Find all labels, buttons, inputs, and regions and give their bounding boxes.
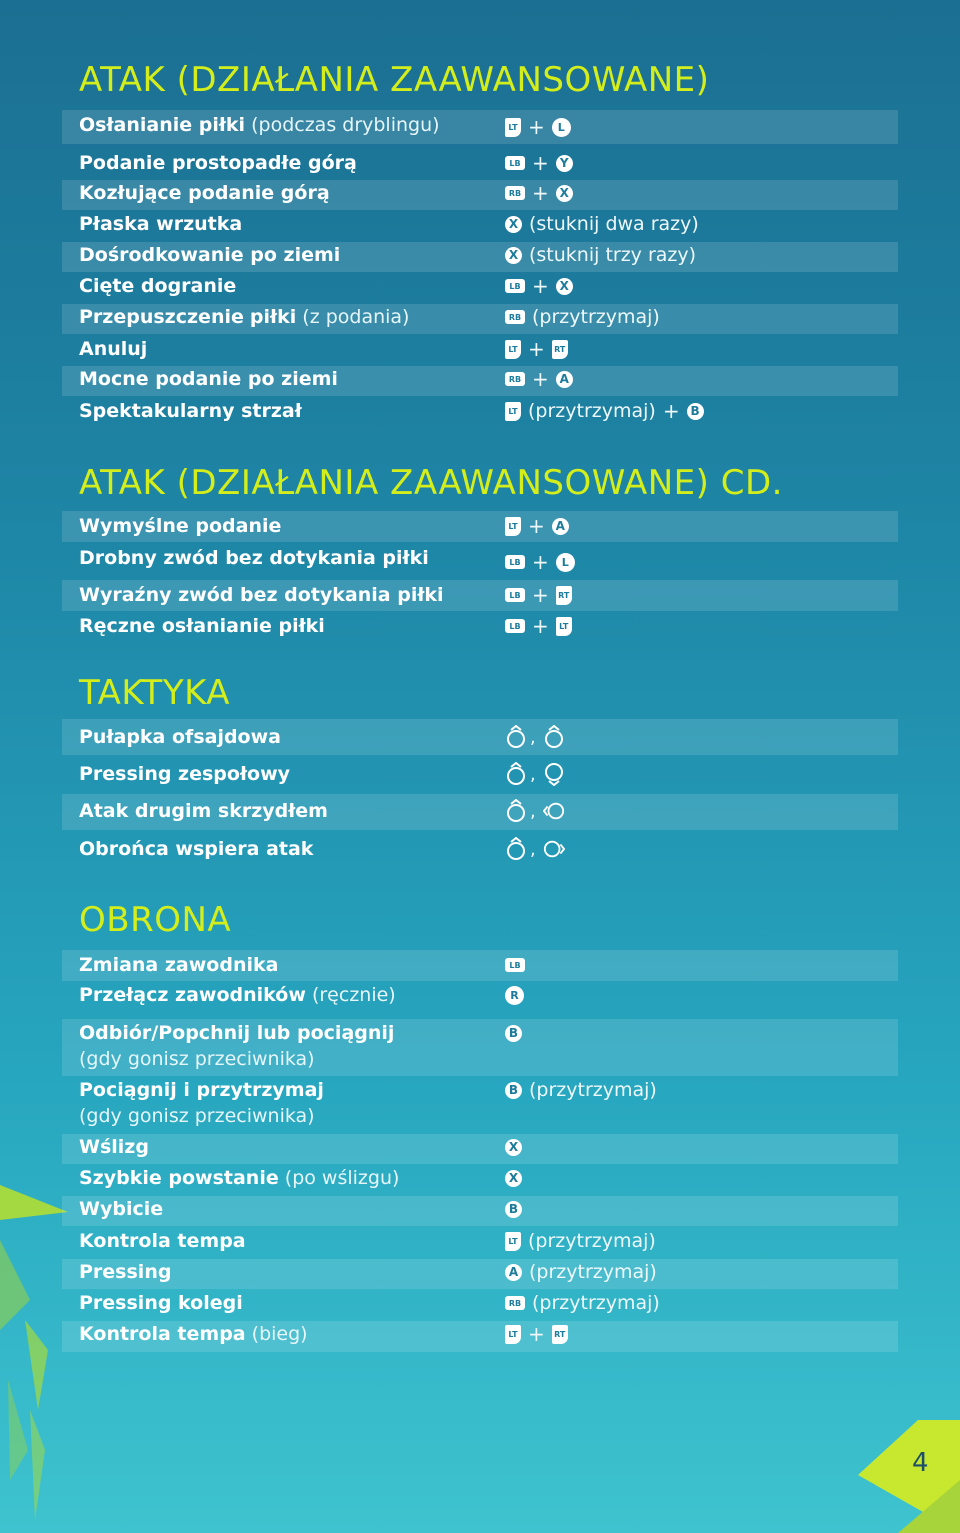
lb-button-icon: LB <box>505 958 525 972</box>
page-corner-decoration <box>858 1420 960 1533</box>
control-row: Zmiana zawodnika LB <box>62 950 898 981</box>
a-button-icon: A <box>556 371 573 388</box>
x-button-icon: X <box>505 1139 522 1156</box>
control-row: Przełącz zawodników (ręcznie) R <box>62 982 898 1012</box>
b-button-icon: B <box>505 1025 522 1042</box>
control-row: Kontrola tempa (bieg) LT + RT <box>62 1321 898 1352</box>
rb-button-icon: RB <box>505 1296 525 1310</box>
control-row: Wybicie B <box>62 1196 898 1226</box>
dpad-up-icon <box>505 799 527 823</box>
control-row: Anuluj LT + RT <box>62 336 898 366</box>
a-button-icon: A <box>505 1264 522 1281</box>
lb-button-icon: LB <box>505 555 525 569</box>
control-row: Kozłujące podanie górą RB + X <box>62 180 898 210</box>
dpad-right-icon <box>543 837 565 861</box>
rt-trigger-icon: RT <box>552 340 568 359</box>
x-button-icon: X <box>556 278 573 295</box>
control-row: Płaska wrzutka X (stuknij dwa razy) <box>79 213 699 235</box>
section-title-attack-advanced-cont: ATAK (DZIAŁANIA ZAAWANSOWANE) CD. <box>79 463 783 503</box>
control-row: Pociągnij i przytrzymaj (gdy gonisz przeciwnika) B (przytrzymaj) <box>79 1079 657 1127</box>
right-stick-icon: R <box>505 986 524 1005</box>
left-stick-icon: L <box>556 553 575 572</box>
lb-button-icon: LB <box>505 619 525 633</box>
control-row: Wślizg X <box>62 1134 898 1164</box>
dpad-up-icon <box>543 725 565 749</box>
control-row: Obrońca wspiera atak , <box>62 832 898 868</box>
control-row: Pressing A (przytrzymaj) <box>62 1259 898 1289</box>
page-number: 4 <box>912 1448 929 1478</box>
control-row: Szybkie powstanie (po wślizgu) X <box>62 1165 898 1195</box>
control-row: Wyraźny zwód bez dotykania piłki LB + RT <box>62 580 898 611</box>
lt-trigger-icon: LT <box>505 1232 521 1251</box>
y-button-icon: Y <box>556 155 573 172</box>
dpad-up-icon <box>505 837 527 861</box>
control-row: Odbiór/Popchnij lub pociągnij (gdy gonisz przeciwnika) B <box>62 1019 898 1076</box>
lb-button-icon: LB <box>505 156 525 170</box>
control-row: Pułapka ofsajdowa , <box>62 719 898 755</box>
control-row: Pressing zespołowy , <box>62 757 898 793</box>
lt-trigger-icon: LT <box>505 1325 521 1344</box>
x-button-icon: X <box>505 216 522 233</box>
control-row: Przepuszczenie piłki (z podania) RB (przytrzymaj) <box>62 304 898 334</box>
dpad-down-icon <box>543 762 565 786</box>
x-button-icon: X <box>556 185 573 202</box>
rt-trigger-icon: RT <box>556 586 572 605</box>
a-button-icon: A <box>552 518 569 535</box>
lb-button-icon: LB <box>505 588 525 602</box>
control-row: Atak drugim skrzydłem , <box>62 794 898 830</box>
control-row: Kontrola tempa LT (przytrzymaj) <box>79 1230 656 1252</box>
b-button-icon: B <box>505 1082 522 1099</box>
dpad-up-icon <box>505 762 527 786</box>
lt-trigger-icon: LT <box>505 118 521 137</box>
lt-trigger-icon: LT <box>556 617 572 636</box>
rb-button-icon: RB <box>505 310 525 324</box>
control-row: Podanie prostopadłe górą LB + Y <box>62 150 898 180</box>
b-button-icon: B <box>687 403 704 420</box>
control-row: Osłanianie piłki (podczas dryblingu) LT + L <box>62 110 898 144</box>
rt-trigger-icon: RT <box>552 1325 568 1344</box>
section-title-attack-advanced: ATAK (DZIAŁANIA ZAAWANSOWANE) <box>79 60 710 100</box>
section-title-tactics: TAKTYKA <box>79 673 231 713</box>
control-row: Wymyślne podanie LT + A <box>62 511 898 542</box>
x-button-icon: X <box>505 1170 522 1187</box>
control-row: Spektakularny strzał LT (przytrzymaj) + B <box>62 398 898 428</box>
dpad-left-icon <box>543 799 565 823</box>
b-button-icon: B <box>505 1201 522 1218</box>
lt-trigger-icon: LT <box>505 340 521 359</box>
control-row: Pressing kolegi RB (przytrzymaj) <box>79 1292 660 1314</box>
rb-button-icon: RB <box>505 186 525 200</box>
control-row: Drobny zwód bez dotykania piłki LB + L <box>62 545 898 577</box>
control-row: Dośrodkowanie po ziemi X (stuknij trzy razy) <box>62 242 898 272</box>
rb-button-icon: RB <box>505 372 525 386</box>
dpad-up-icon <box>505 725 527 749</box>
control-row: Mocne podanie po ziemi RB + A <box>62 366 898 396</box>
lb-button-icon: LB <box>505 279 525 293</box>
lt-trigger-icon: LT <box>505 402 521 421</box>
control-row: Ręczne osłanianie piłki LB + LT <box>62 613 898 643</box>
x-button-icon: X <box>505 247 522 264</box>
lt-trigger-icon: LT <box>505 517 521 536</box>
section-title-defense: OBRONA <box>79 900 232 940</box>
control-row: Cięte dogranie LB + X <box>62 273 898 303</box>
left-stick-icon: L <box>552 118 571 137</box>
